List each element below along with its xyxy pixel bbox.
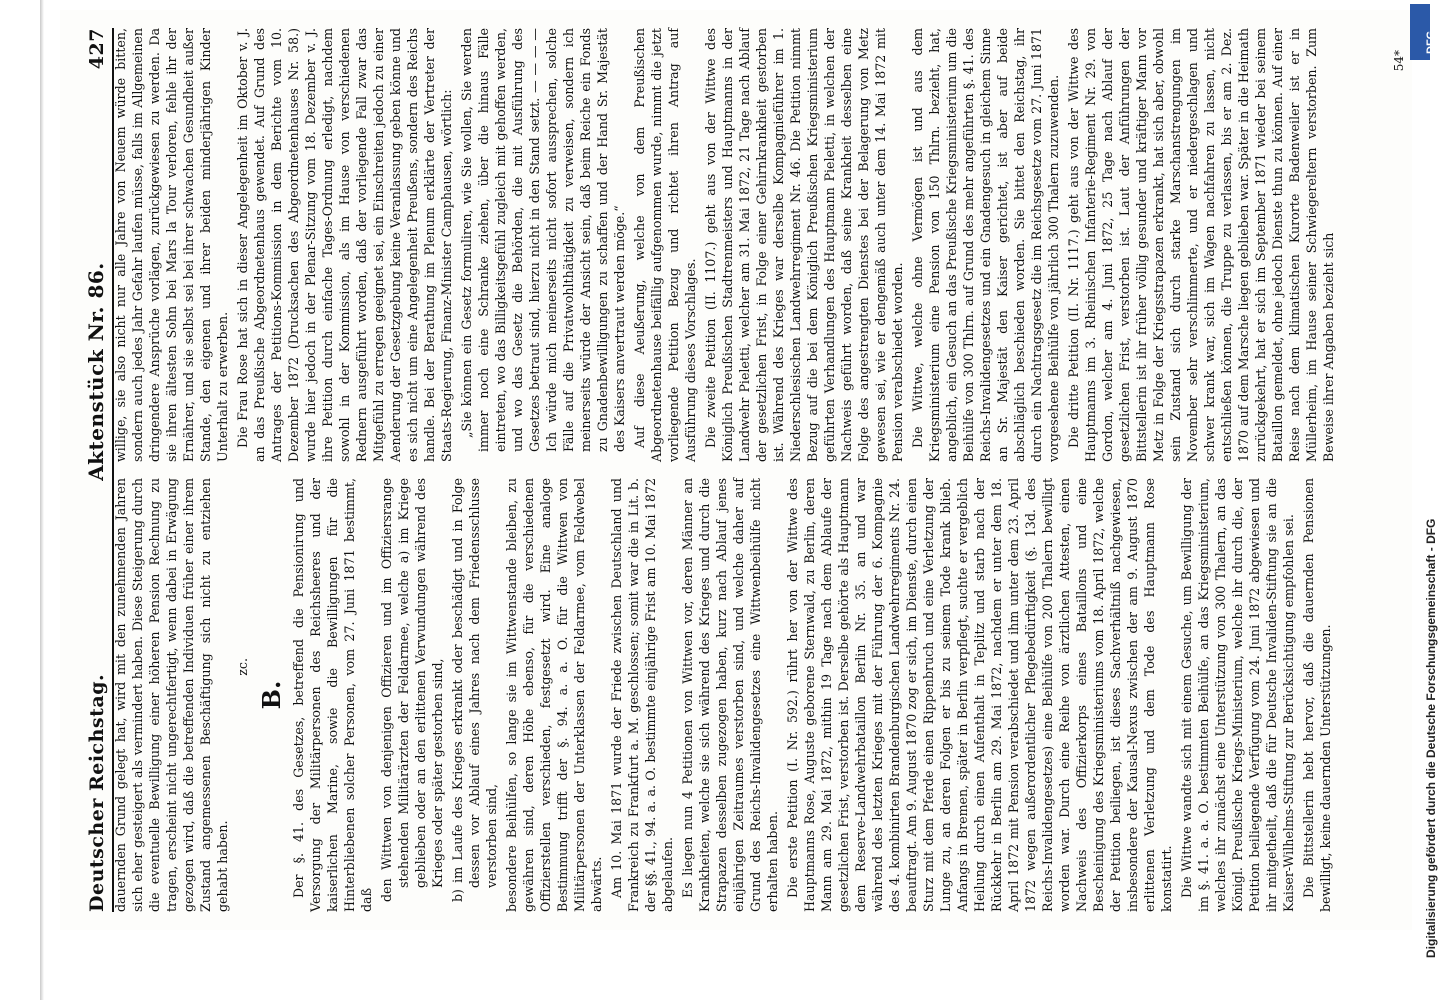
dfg-logo [1410,4,1437,60]
sheet-signature: 54* [1392,50,1406,72]
paragraph: dauernden Grund gelegt hat, wird mit den zunehmenden Jahren sich eher gesteigert als vermindert haben. Diese Steigerung durch die eventuelle Bewilligung einer höheren Pension Rechnung zu tragen, erscheint nicht ungerechtfertigt, wenn dabei in Erwägung gezogen wird, daß die betreffenden Individuen früher einer ihrem Zustand angemessenen Beschäftigung sich nicht zu entziehen gehabt haben. [113,478,230,912]
paragraph: Die dritte Petition (II. Nr. 1117.) geht aus von der Wittwe des Hauptmanns im 3. Rheinischen Infanterie-Regiment Nr. 29. von Gordon, welcher am 4. Juni 1872, 25 Tage nach Ablauf der gesetzlichen Frist, verstorben ist. Laut der Anführungen der Bittstellerin ist ihr früher völlig gesunder und kräftiger Mann vor Metz in Folge der Kriegsstrapazen erkrankt, hat sich aber, obwohl sein Zustand sich durch starke Marschanstrengungen im November sehr verschlimmerte, und er niedergeschlagen und schwer krank war, sich im Wagen nachfahren zu lassen, nicht entschließen können, die Truppe zu verlassen, bis er am 2. Dez. 1870 auf dem Marsche liegen geblieben war. Später in die Heimath zurückgekehrt, hat er sich im September 1871 wieder bei seinem Bataillon gemeldet, ohne jedoch Dienste thun zu können. Auf einer Reise nach dem klimatischen Kurorte Badenweiler ist er in Müllerheim, im Hause seiner Schwiegereltern verstorben. Zum Beweise ihrer Angaben bezieht sich [1066,28,1336,462]
paragraph: Es liegen nun 4 Petitionen von Wittwen vor, deren Männer an Krankheiten, welche sie sich während des Krieges und durch die Strapazen desselben zugezogen haben, kurz nach Ablauf jenes einjährigen Zeitraumes verstorben sind, und welche daher auf Grund des Reichs-Invalidengesetzes eine Wittwenbeihülfe nicht erhalten haben. [680,478,780,912]
section-heading: B. [257,680,286,710]
paragraph: Auf diese Aeußerung, welche von dem Preußischen Abgeordnetenhause beifällig aufgenommen wurde, nimmt die jetzt vorliegende Petition Bezug und richtet ihren Antrag auf Ausführung dieses Vorschlages. [632,28,698,462]
paragraph: Die zweite Petition (II. 1107.) geht aus von der Wittwe des Königlich Preußischen Stadtrenmeisters und Hauptmanns in der Landwehr Pieletti, welcher am 31. Mai 1872, 21 Tage nach Ablauf der gesetzlichen Frist, in Folge einer Gehirnkrankheit gestorben ist. Während des Krieges war derselbe Kompagnieführer im 1. Niederschlesischen Landwehrregiment Nr. 46. Die Petition nimmt Bezug auf die bei dem Königlich Preußischen Kriegsministerium geführten Verhandlungen des Hauptmann Pieletti, in welchen der Nachweis geführt worden, daß seine Krankheit desselben eine Folge des angestrengten Dienstes bei der Belagerung von Metz gewesen sei, wie er dengemäß auch unter dem 14. Mai 1872 mit Pension verabschiedet worden. [703,28,905,462]
left-column [112,478,1382,912]
paragraph: Die Wittwe wandte sich mit einem Gesuche, um Bewilligung der im §. 41. a. a. O. bestimmten Beihülfe, an das Kriegsministerium, welches ihr zunächst eine Unterstützung von 300 Thalern, an das Königl. Preußische Kriegs-Ministerium, welche ihr durch die, der Petition beiliegende Verfügung vom 24. Juni 1872 abgewiesen und ihr mitgetheilt, daß die für Deutsche Invaliden-Stiftung sie an die Kaiser-Wilhelms-Stiftung zur Berücksichtigung empfohlen sei. [1179,478,1296,912]
paragraph: willige, sie also nicht nur alle Jahre von Neuem würde bitten, sondern auch jedes Jahr Gefahr laufen müsse, falls im Allgemeinen dringendere Ansprüche vorlägen, zurückgewiesen zu werden. Da sie ihren ältesten Sohn bei Mars la Tour verloren, fehle ihr der Ernährer, und sie selbst sei bei ihrer schwachen Gesundheit außer Stande, den eigenen und ihrer beiden minderjährigen Kinder Unterhalt zu erwerben. [113,28,230,462]
digitization-note [1408,60,1438,960]
document-number: Aktenstück Nr. 86. [84,262,108,481]
paragraph: Die Bittstellerin hebt hervor, daß die dauernden Pensionen bewilligt, keine dauernden Unterstützungen. [1301,478,1333,912]
paragraph: Der §. 41. des Gesetzes, betreffend die Pensionirung und Versorgung der Militärpersonen des Reichsheeres und der kaiserlichen Marine, sowie die Bewilligungen für die Hinterbliebenen solcher Personen, vom 27. Juni 1871 bestimmt, daß [291,478,374,912]
quotation: „Sie können ein Gesetz formuliren, wie Sie wollen, Sie werden immer noch eine Schranke ziehen, über die hinaus Fälle eintreten, wo das Billigkeitsgefühl zugleich mit gehoffen werden, und wo das Gesetz die Behörden, die mit Ausführung des Gesetzes betraut sind, hierzu nicht in den Stand setzt. — — — — Ich würde mich meinerseits nicht sofort aussprechen, solche Fälle auf die Privatwohlthätigkeit zu verweisen, sondern ich meinerseits würde der Ansicht sein, daß beim Reiche ein Fonds zu Gnadenbewilligungen zu schaffen und der Hand Sr. Majestät des Kaisers anvertraut werden möge.“ [459,28,627,452]
paragraph: Die erste Petition (I. Nr. 592.) rührt her von der Wittwe des Hauptmanns Rose, Auguste geborene Sternwald, zu Berlin, deren Mann am 29. Mai 1872, mithin 19 Tage nach dem Ablaufe der gesetzlichen Frist, verstorben ist. Derselbe gehörte als Hauptmann dem Reserve-Landwehrbataillon Berlin Nr. 35. an und war während des letzten Krieges mit der Führung der 6. Kompagnie des 4. kombinirten Brandenburgischen Landwehrregiments Nr. 24. beauftragt. Am 9. August 1870 zog er sich, im Dienste, durch einen Sturz mit dem Pferde einen Rippenbruch und eine Verletzung der Lunge zu, an deren Folgen er bis zu seinem Tode krank blieb. Anfangs in Bremen, später in Berlin verpflegt, suchte er vergeblich Heilung durch einen Aufenthalt in Teplitz und starb nach der Rückkehr in Berlin am 29. Mai 1872, nachdem er unter dem 18. April 1872 mit Pension verabschiedet und ihm unter dem 23. April 1872 wegen außerordentlicher Pflegebedürftigkeit (§. 13d. des Reichs-Invalidengesetzes) eine Beihülfe von 200 Thalern bewilligt worden war. Durch eine Reihe von ärztlichen Attesten, einen Nachweis des Offizierkorps eines Bataillons und eine Bescheinigung des Kriegsministeriums vom 18. April 1872, welche der Petition beiliegen, ist dieses Sachverhältniß nachgewiesen, insbesondere der Kausal-Nexus zwischen der am 9. August 1870 erlittenen Verletzung und dem Tode des Hauptmann Rose konstatirt. [785,478,1174,912]
text-columns [112,28,1382,912]
running-title: Deutscher Reichstag. [86,673,108,912]
paragraph: besondere Beihülfen, so lange sie im Wittwenstande bleiben, zu gewähren sind, deren Höhe ebenso, für die verschiedenen Offizierstellen verschieden, festgesetzt wird. Eine analoge Bestimmung trifft der §. 94. a. a. O. für die Wittwen von Militärpersonen der Unterklassen der Feldarmee, vom Feldwebel abwärts. [504,478,604,912]
scan-edge [40,0,44,1000]
paragraph: Am 10. Mai 1871 wurde der Friede zwischen Deutschland und Frankreich zu Frankfurt a. M. geschlossen; somit war die in Lit. b. der §§. 41., 94. a. a. O. bestimmte einjährige Frist am 10. Mai 1872 abgelaufen. [609,478,675,912]
right-column [112,28,1382,462]
list-item: b) im Laufe des Krieges erkrankt oder beschädigt und in Folge dessen vor Ablauf eines Jahres nach dem Friedensschlusse verstorben sind, [450,478,499,902]
page-number: 427 [86,28,108,70]
paragraph: Die Frau Rose hat sich in dieser Angelegenheit im Oktober v. J. an das Preußische Abgeordnetenhaus gewendet. Auf Grund des Antrages der Petitions-Kommission in dem Berichte vom 10. Dezember 1872 (Drucksachen des Abgeordnetenhauses Nr. 58.) wurde hier jedoch in der Plenar-Sitzung vom 18. Dezember v. J. ihre Petition durch einfache Tages-Ordnung erledigt, nachdem sowohl in der Kommission, als im Hause von verschiedenen Rednern ausgeführt worden, daß der vorliegende Fall zwar das Mitgefühl zu erregen geeignet sei, ein Einschreiten jedoch zu einer Aenderung der Gesetzgebung keine Veranlassung geben könne und es sich nicht um eine Angelegenheit Preußens, sondern des Reichs handle. Bei der Berathung im Plenum erklärte der Vertreter der Staats-Regierung, Finanz-Minister Camphausen, wörtlich: [235,28,454,462]
end-mark: zc. [235,658,250,676]
paragraph: Die Wittwe, welche ohne Vermögen ist und aus dem Kriegsministerium eine Pension von 150 Thlrn. bezieht, hat, angeblich, ein Gesuch an das Preußische Kriegsministerium um die Beihülfe von 300 Thlrn. auf Grund des mehr angeführten §. 41. des Reichs-Invalidengesetzes und ein Gnadengesuch in gleichem Sinne an Sr. Majestät den Kaiser gerichtet, ist aber auf beide abschläglich beschieden worden. Sie bittet den Reichstag, ihr durch ein Nachtragsgesetz die im Reichsgesetze vom 27. Juni 1871 vorgesehene Beihülfe von jährlich 300 Thalern zuzuwenden. [910,28,1061,462]
list-item: den Wittwen von denjenigen Offizieren und im Offiziersrange stehenden Militärärzten der Feldarmee, welche a) im Kriege geblieben oder an den erlittenen Verwundungen während des Krieges oder später gestorben sind, [379,478,445,902]
page-header [74,28,114,912]
dfg-logo-text: DFG [1425,30,1437,54]
document-page [60,10,1412,930]
digitization-note-text: Digitalisierung gefördert durch die Deutsche Forschungsgemeinschaft - DFG [1424,518,1438,958]
